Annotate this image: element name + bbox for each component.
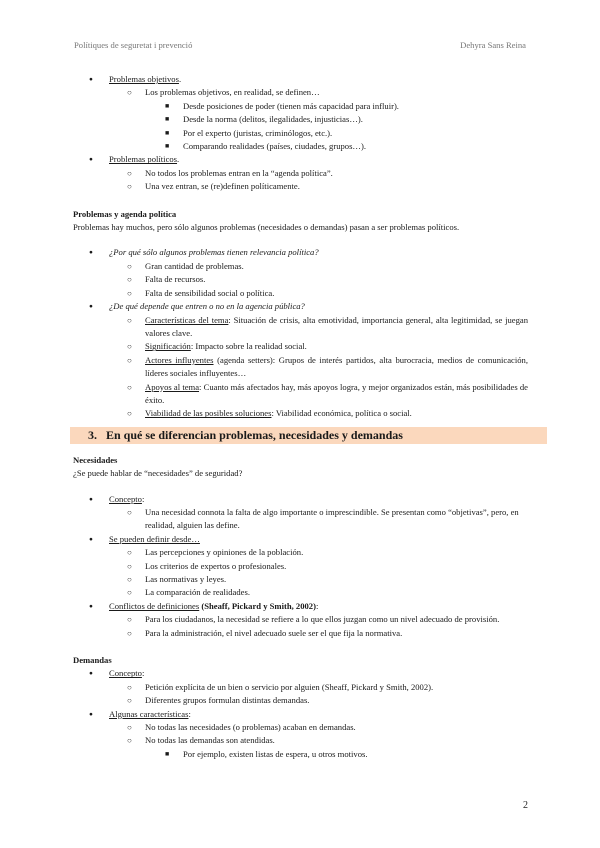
section-number: 3. [88, 427, 97, 442]
list-item: ○ No todas las demandas son atendidas. ■ Por ejemplo, existen listas de espera, u otros motivos. [109, 734, 528, 761]
list-item: ■ Por ejemplo, existen listas de espera, u otros motivos. [145, 748, 528, 761]
list-item: ○ Viabilidad de las posibles soluciones: Viabilidad económica, política o social. [109, 407, 528, 420]
list-item: ○ Características del tema: Situación de crisis, alta emotividad, importancia general, alta legitimidad, se juegan valores clave. [109, 314, 528, 341]
list-item: ○ Falta de sensibilidad social o política. [109, 287, 528, 300]
list-item: ○ Las normativas y leyes. [109, 573, 528, 586]
document-body [73, 73, 528, 761]
list-item: ■ Comparando realidades (países, ciudades, grupos…). [145, 140, 528, 153]
list-item: ○ Gran cantidad de problemas. [109, 260, 528, 273]
list-item: ○ Significación: Impacto sobre la realidad social. [109, 340, 528, 353]
list-item: ● Concepto: ○ Una necesidad connota la falta de algo importante o imprescindible. Se presentan como “objetivas”, pero, en realidad, alguien las define. [73, 493, 528, 533]
demandas-list [73, 667, 528, 761]
list-item: ■ Por el experto (juristas, criminólogos, etc.). [145, 127, 528, 140]
list-item: ○ Una vez entran, se (re)definen políticamente. [109, 180, 528, 193]
question-agenda-publica: ¿De qué depende que entren o no en la agencia pública? [109, 301, 305, 312]
list-item: ○ Los problemas objetivos, en realidad, se definen… ■ Desde posiciones de poder (tienen más capacidad para influir). ■ Desde la norma (delitos, ilegalidades, injusticias…). ■ Por el experto (juristas, criminólogos, etc.). ■ Comparando realidades (países, ciudades, grupos…). [109, 86, 528, 153]
list-item: ○ Las percepciones y opiniones de la población. [109, 546, 528, 559]
list-item: ● Problemas políticos. ○ No todos los problemas entran en la “agenda política”. ○ Una vez entran, se (re)definen políticamente. [73, 153, 528, 193]
page-number: 2 [523, 800, 528, 811]
list-item: ○ Actores influyentes (agenda setters): Grupos de interés partidos, alta burocracia, medios de comunicación, líderes sociales influyentes… [109, 354, 528, 381]
list-item: ○ Para la administración, el nivel adecuado suele ser el que fija la normativa. [109, 627, 528, 640]
agenda-list [73, 246, 528, 420]
list-item: ● Se pueden definir desde… ○ Las percepciones y opiniones de la población. ○ Los criterios de expertos o profesionales. ○ Las normativas y leyes. ○ La comparación de realidades. [73, 533, 528, 600]
problemas-politicos-label: Problemas políticos [109, 154, 178, 165]
list-item: ● Algunas características: ○ No todas las necesidades (o problemas) acaban en demandas. ○ No todas las demandas son atendidas. ■ Por ejemplo, existen listas de espera, u otros motivos. [73, 708, 528, 762]
list-item: ● Conflictos de definiciones (Sheaff, Pickard y Smith, 2002): ○ Para los ciudadanos, la necesidad se refiere a lo que ellos juzgan como un nivel adecuado de provisión. ○ Para la administración, el nivel adecuado suele ser el que fija la normativa. [73, 600, 528, 640]
page-header [0, 40, 600, 52]
header-author: Dehyra Sans Reina [460, 40, 526, 50]
list-item [73, 300, 528, 421]
agenda-heading: Problemas y agenda política [73, 208, 177, 219]
list-item: ○ No todos los problemas entran en la “agenda política”. [109, 167, 528, 180]
section-3-heading [70, 427, 547, 444]
list-item: ○ Una necesidad connota la falta de algo importante o imprescindible. Se presentan como “objetivas”, pero, en realidad, alguien las define. [109, 506, 528, 533]
agenda-intro: Problemas hay muchos, pero sólo algunos problemas (necesidades o demandas) pasan a ser problemas políticos. [73, 222, 460, 233]
list-item: ■ Desde la norma (delitos, ilegalidades, injusticias…). [145, 113, 528, 126]
list-item: ○ Falta de recursos. [109, 273, 528, 286]
list-item: ● Concepto: ○ Petición explícita de un bien o servicio por alguien (Sheaff, Pickard y Smith, 2002). ○ Diferentes grupos formulan distintas demandas. [73, 667, 528, 707]
necesidades-heading: Necesidades [73, 454, 118, 465]
necesidades-question: ¿Se puede hablar de “necesidades” de seguridad? [73, 468, 243, 479]
list-item: ■ Desde posiciones de poder (tienen más capacidad para influir). [145, 100, 528, 113]
list-item [73, 246, 528, 300]
list-item: ○ Apoyos al tema: Cuanto más afectados hay, más apoyos logra, y mejor organizados están, más posibilidades de éxito. [109, 381, 528, 408]
list-item: ○ No todas las necesidades (o problemas) acaban en demandas. [109, 721, 528, 734]
list-item: ○ Diferentes grupos formulan distintas demandas. [109, 694, 528, 707]
problem-types-list [73, 73, 528, 194]
list-item: ○ La comparación de realidades. [109, 586, 528, 599]
section-title: En qué se diferencian problemas, necesidades y demandas [106, 427, 403, 442]
list-item: ○ Los criterios de expertos o profesionales. [109, 560, 528, 573]
list-item: ● Problemas objetivos. ○ Los problemas objetivos, en realidad, se definen… ■ Desde posiciones de poder (tienen más capacidad para influir). ■ Desde la norma (delitos, ilegalidades, injusticias…). ■ Por el experto (juristas, criminólogos, etc.). ■ Comparando realidades (países, ciudades, grupos…). [73, 73, 528, 153]
question-relevancia: ¿Por qué sólo algunos problemas tienen relevancia política? [109, 247, 319, 258]
list-item: ○ Petición explícita de un bien o servicio por alguien (Sheaff, Pickard y Smith, 2002). [109, 681, 528, 694]
problemas-objetivos-label: Problemas objetivos [109, 74, 179, 84]
list-item: ○ Para los ciudadanos, la necesidad se refiere a lo que ellos juzgan como un nivel adecuado de provisión. [109, 613, 528, 626]
header-course-title: Polítiques de seguretat i prevenció [74, 40, 193, 50]
demandas-heading: Demandas [73, 655, 112, 666]
necesidades-list [73, 493, 528, 640]
